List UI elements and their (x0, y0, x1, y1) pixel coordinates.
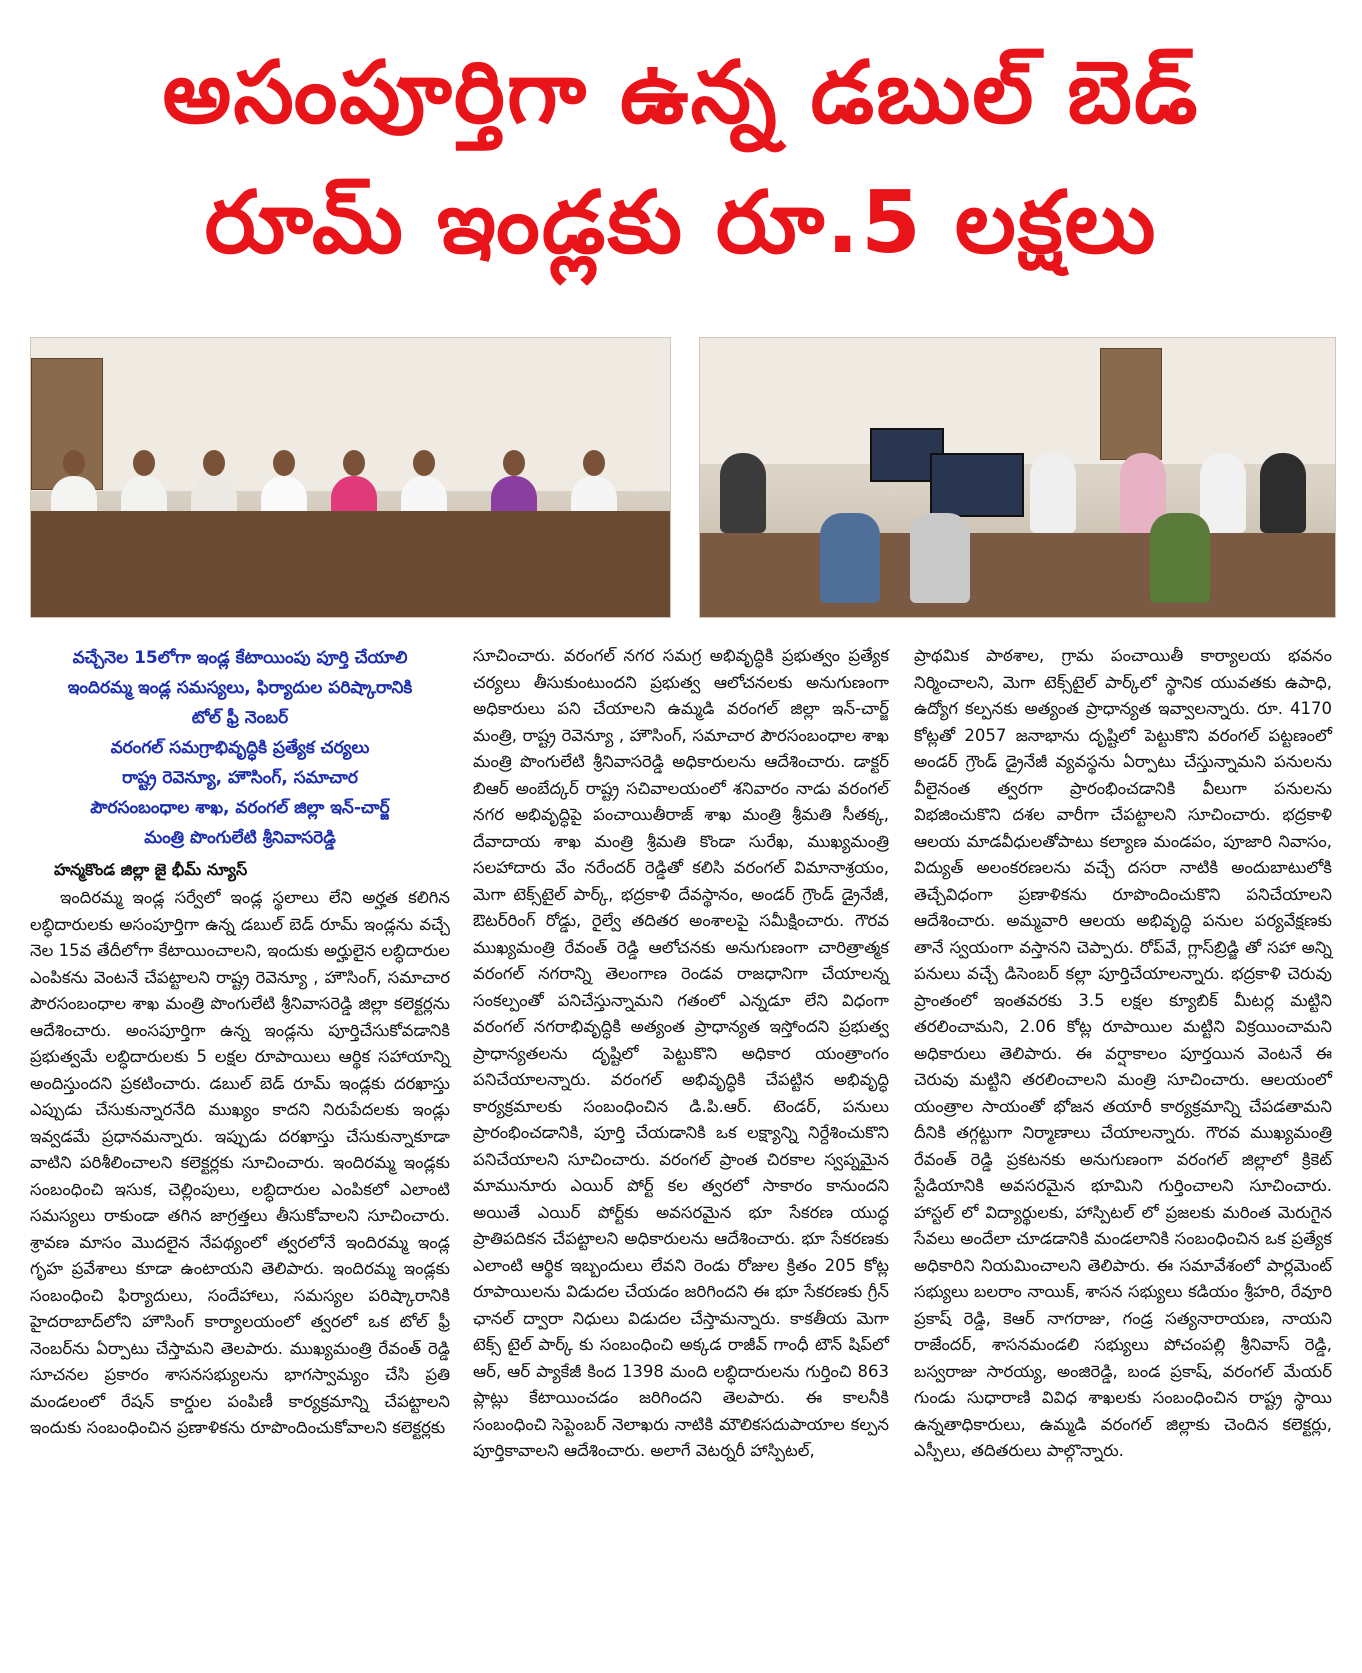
subheading-6: పౌరసంబంధాల శాఖ, వరంగల్ జిల్లా ఇన్-చార్జ్ (90, 798, 390, 818)
subheading-1: వచ్చేనెల 15లోగా ఇండ్ల కేటాయింపు పూర్తి చేయాలి (72, 648, 408, 668)
article-column-3 (914, 643, 1332, 1465)
subheading-4: వరంగల్ సమగ్రాభివృద్ధికి ప్రత్యేక చర్యలు (110, 738, 370, 758)
dateline: హన్మకొండ జిల్లా జై భీమ్ న్యూస్ (54, 860, 248, 879)
article-text-col1: ఇందిరమ్మ ఇండ్ల సర్వేలో ఇండ్ల స్థలాలు లేని అర్హత కలిగిన లబ్ధిదారులకు అసంపూర్తిగా ఉన్న డబుల్ బెడ్ రూమ్ ఇండ్లను వచ్చే నెల 15వ తేదీలోగా కేటాయించాలని, ఇందుకు అర్హులైన లబ్ధిదారుల ఎంపికను వెంటనే చేపట్టాలని రాష్ట్ర రెవెన్యూ , హౌసింగ్, సమాచార పౌరసంబంధాల శాఖ మంత్రి పొంగులేటి శ్రీనివాసరెడ్డి జిల్లా కలెక్టర్లను ఆదేశించారు. అంసపూర్తిగా ఉన్న ఇండ్లను పూర్తిచేసుకోవడానికి ప్రభుత్వమే లబ్ధిదారులకు 5 లక్షల రూపాయిలు ఆర్థిక సహాయాన్ని అందిస్తుందని ప్రకటించారు. డబుల్ బెడ్ రూమ్ ఇండ్లకు దరఖాస్తు ఎప్పుడు చేసుకున్నారనేది ముఖ్యం కాదని నిరుపేదలకు ఇండ్లు ఇవ్వడమే ప్రధానమన్నారు. ఇప్పుడు దరఖాస్తు చేసుకున్నాకూడా వాటిని పరిశీలించాలని కలెక్టర్లకు సూచించారు. ఇందిరమ్మ ఇండ్లకు సంబంధించి ఇసుక, చెల్లింపులు, లబ్ధిదారుల ఎంపికలో ఎలాంటి సమస్యలు రాకుండా తగిన జాగ్రత్తలు తీసుకోవాలని సూచించారు. శ్రావణ మాసం మొదలైన నేపథ్యంలో త్వరలోనే ఇందిరమ్మ ఇండ్ల గృహ ప్రవేశాలు కూడా ఉంటాయని తెలిపారు. ఇందిరమ్మ ఇండ్లకు సంబంధించి ఫిర్యాదులు, సందేహాలు, సమస్యల పరిష్కారానికి హైదరాబాద్‌లోని హౌసింగ్ కార్యాలయంలో త్వరలో ఒక టోల్ ఫ్రీ నెంబర్‌ను ఏర్పాటు చేస్తామని తెలపారు. ముఖ్యమంత్రి రేవంత్ రెడ్డి సూచనల ప్రకారం శాసనసభ్యులను భాగస్వామ్యం చేసి ప్రతి మండలంలో రేషన్ కార్డుల పంపిణీ కార్యక్రమాన్ని చేపట్టాలని ఇందుకు సంబంధించిన ప్రణాళికను రూపొందించుకోవాలని కలెక్టర్లకు (30, 888, 450, 1437)
subheading-3: టోల్ ఫ్రీ నెంబర్ (191, 708, 289, 728)
article-text-col3: ప్రాథమిక పాఠశాల, గ్రామ పంచాయితీ కార్యాలయ భవనం నిర్మించాలని, మెగా టెక్స్‌టైల్ పార్క్‌లో స్థానిక యువతకు ఉపాధి, ఉద్యోగ కల్పనకు అత్యంత ప్రాధాన్యత ఇవ్వాలన్నారు. రూ. 4170 కోట్లతో 2057 జనాభాను దృష్టిలో పెట్టుకొని వరంగల్ పట్టణంలో అండర్ గ్రౌండ్ డ్రైనేజీ వ్యవస్థను ఏర్పాటు చేస్తున్నామని పనులను వీలైనంత త్వరగా ప్రారంభించడానికి వీలుగా పనులను విభజించుకొని దశల వారీగా చేపట్టాలని సూచించారు. భద్రకాళి ఆలయ మాడవీధులతోపాటు కల్యాణ మండపం, పూజారి నివాసం, విద్యుత్ అలంకరణలను వచ్చే దసరా నాటికి అందుబాటులోకి తెచ్చేవిధంగా ప్రణాళికను రూపొందించుకొని పనిచేయాలని ఆదేశించారు. అమ్మవారి ఆలయ అభివృద్ధి పనుల పర్యవేక్షణకు తానే స్వయంగా వస్తానని చెప్పారు. రోప్‌వే, గ్లాస్‌బ్రిడ్జి తో సహా అన్ని పనులు వచ్చే డిసెంబర్ కల్లా పూర్తిచేయాలన్నారు. భద్రకాళి చెరువు ప్రాంతంలో ఇంతవరకు 3.5 లక్షల క్యూబిక్ మీటర్ల మట్టిని తరలించామని, 2.06 కోట్ల రూపాయిల మట్టిని విక్రయించామని అధికారులు తెలిపారు. ఈ వర్షాకాలం పూర్తయిన వెంటనే ఈ చెరువు మట్టిని తరలించాలని మంత్రి సూచించారు. ఆలయంలో యంత్రాల సాయంతో భోజన తయారీ కార్యక్రమాన్ని చేపడతామని దీనికి తగ్గట్టుగా నిర్మాణాలు చేయాలన్నారు. గౌరవ ముఖ్యమంత్రి రేవంత్ రెడ్డి ప్రకటనకు అనుగుణంగా వరంగల్ జిల్లాలో క్రికెట్ స్టేడియానికి అవసరమైన భూమిని గుర్తించాలని సూచించారు. హాస్టల్ లో విద్యార్థులకు, హాస్పిటల్ లో ప్రజలకు మరింత మెరుగైన సేవలు అందేలా చూడడానికి మండలానికి సంబంధించిన ఒక ప్రత్యేక అధికారిని నియమించాలని తెలిపారు. ఈ సమావేశంలో పార్లమెంట్ సభ్యులు బలరాం నాయిక్, శాసన సభ్యులు కడియం శ్రీహరి, రేవూరి ప్రకాష్ రెడ్డి, కెఆర్ నాగరాజు, గండ్ర సత్యనారాయణ, నాయని రాజేందర్, శాసనమండలి సభ్యులు పోచంపల్లి శ్రీనివాస్ రెడ్డి, బస్వరాజు సారయ్య, అంజిరెడ్డి, బండ ప్రకాష్, వరంగల్ మేయర్ గుండు సుధారాణి వివిధ శాఖలకు సంబంధించిన రాష్ట్ర స్థాయి ఉన్నతాధికారులు, ఉమ్మడి వరంగల్ జిల్లాకు చెందిన కలెక్టర్లు, ఎస్పీలు, తదితరులు పాల్గొన్నారు. (914, 646, 1332, 1460)
headline-line-2: రూమ్ ఇండ్లకు రూ.5 లక్షలు (204, 173, 1158, 273)
meeting-photo-right (699, 337, 1336, 618)
subheading-5: రాష్ట్ర రెవెన్యూ, హౌసింగ్, సమాచార (122, 768, 358, 788)
meeting-photo-left (30, 337, 671, 618)
article-column-2 (473, 643, 889, 1465)
subheading-2: ఇందిరమ్మ ఇండ్ల సమస్యలు, ఫిర్యాదుల పరిష్కారానికి (67, 678, 413, 698)
headline (30, 28, 1332, 288)
subheading-7: మంత్రి పొంగులేటి శ్రీనివాసరెడ్డి (144, 828, 336, 848)
headline-line-1: అసంపూర్తిగా ఉన్న డబుల్ బెడ్ (162, 43, 1200, 143)
subheadings (30, 643, 450, 853)
article-text-col2: సూచించారు. వరంగల్ నగర సమగ్ర అభివృద్ధికి ప్రభుత్వం ప్రత్యేక చర్యలు తీసుకుంటుందని ప్రభుత్వ ఆలోచనలకు అనుగుణంగా అధికారులు పని చేయాలని ఉమ్మడి వరంగల్ జిల్లా ఇన్-చార్జ్ మంత్రి, రాష్ట్ర రెవెన్యూ , హౌసింగ్, సమాచార పౌరసంబంధాల శాఖ మంత్రి పొంగులేటి శ్రీనివాసరెడ్డి అధికారులను ఆదేశించారు. డాక్టర్ బిఆర్ అంబేద్కర్ రాష్ట్ర సచివాలయంలో శనివారం నాడు వరంగల్ నగర అభివృద్ధిపై పంచాయితీరాజ్ శాఖ మంత్రి శ్రీమతి సీతక్క, దేవాదాయ శాఖ మంత్రి శ్రీమతి కొండా సురేఖ, ముఖ్యమంత్రి సలహాదారు వేం నరేందర్ రెడ్డితో కలిసి వరంగల్ విమానాశ్రయం, మెగా టెక్స్‌టైల్ పార్క్, భద్రకాళి దేవస్థానం, అండర్ గ్రౌండ్ డ్రైనేజీ, ఔటర్‌రింగ్ రోడ్డు, రైల్వే తదితర అంశాలపై సమీక్షించారు. గౌరవ ముఖ్యమంత్రి రేవంత్ రెడ్డి ఆలోచనకు అనుగుణంగా చారిత్రాత్మక వరంగల్ నగరాన్ని తెలంగాణ రెండవ రాజధానిగా చేయాలన్న సంకల్పంతో పనిచేస్తున్నామని గతంలో ఎన్నడూ లేని విధంగా వరంగల్ నగరాభివృద్ధికి అత్యంత ప్రాధాన్యత ఇస్తోందని ప్రభుత్వ ప్రాధాన్యతలను దృష్టిలో పెట్టుకొని అధికార యంత్రాంగం పనిచేయాలన్నారు. వరంగల్ అభివృద్ధికి చేపట్టిన అభివృద్ధి కార్యక్రమాలకు సంబంధించిన డి.పి.ఆర్. టెండర్, పనులు ప్రారంభించడానికి, పూర్తి చేయడానికి ఒక లక్ష్యాన్ని నిర్దేశించుకొని పనిచేయాలని సూచించారు. వరంగల్ ప్రాంత చిరకాల స్వప్నమైన మామునూరు ఎయిర్ పోర్ట్ కల త్వరలో సాకారం కానుందని అయితే ఎయిర్ పోర్ట్‌కు అవసరమైన భూ సేకరణ యుద్ధ ప్రాతిపదికన చేపట్టాలని అధికారులను ఆదేశించారు. భూ సేకరణకు ఎలాంటి ఆర్థిక ఇబ్బందులు లేవని రెండు రోజుల క్రితం 205 కోట్ల రూపాయిలను విడుదల చేయడం జరిగిందని ఈ భూ సేకరణకు గ్రీన్ ఛానల్ ద్వారా నిధులు విడుదల చేస్తామన్నారు. కాకతీయ మెగా టెక్స్ టైల్ పార్క్ కు సంబంధించి అక్కడ రాజీవ్ గాంధీ టౌన్ షిప్‌లో ఆర్, ఆర్ ప్యాకేజీ కింద 1398 మంది లబ్ధిదారులను గుర్తించి 863 ప్లాట్లు కేటాయించడం జరిగిందని తెలపారు. ఈ కాలనీకి సంబంధించి సెప్టెంబర్ నెలాఖరు నాటికి మౌలికసదుపాయాల కల్పన పూర్తికావాలని ఆదేశించారు. అలాగే వెటర్నరీ హాస్పిటల్, (473, 646, 889, 1460)
article-column-1 (30, 643, 450, 1442)
